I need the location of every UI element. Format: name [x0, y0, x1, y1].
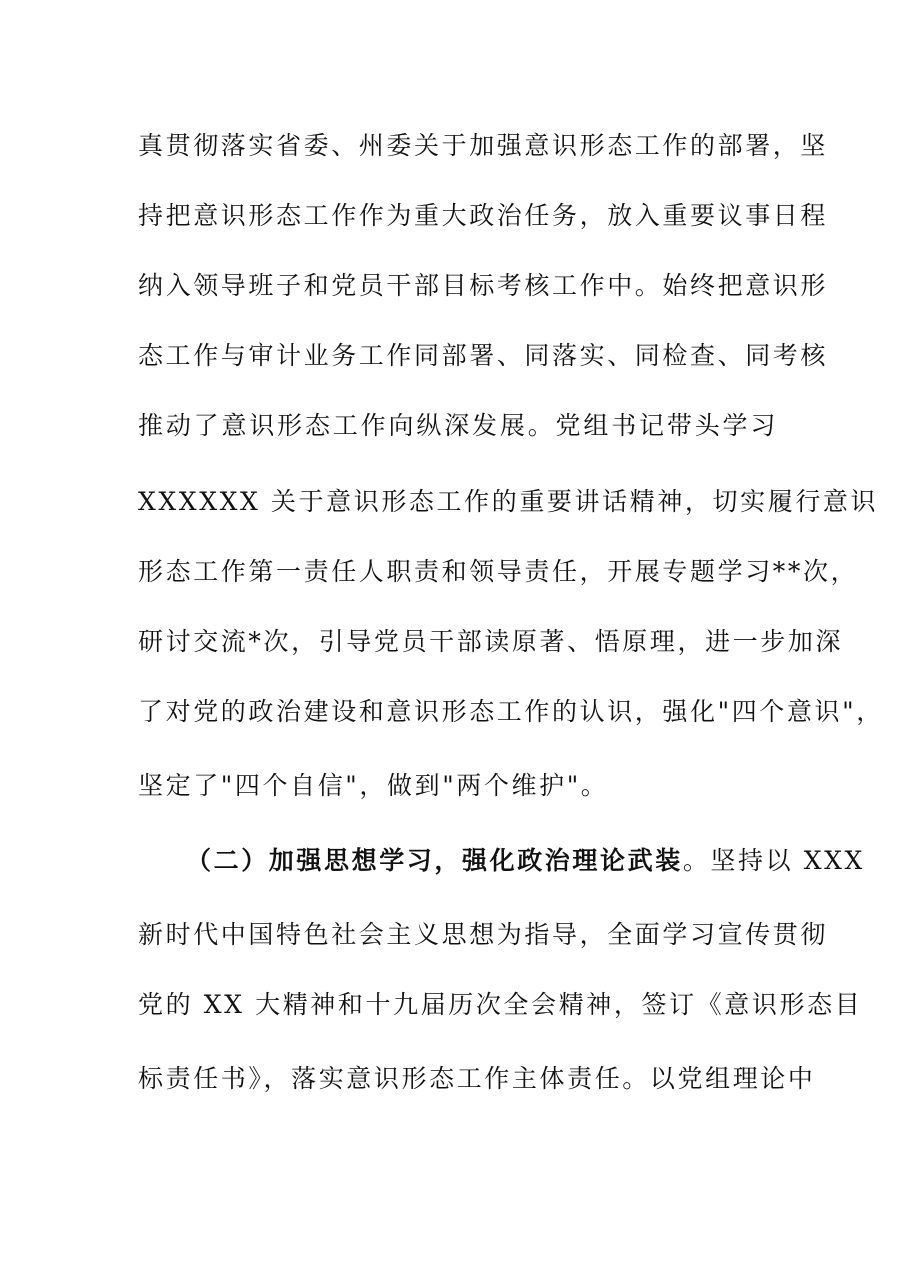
section-heading-continuation: 。坚持以 XXX	[682, 846, 865, 875]
paragraph-1-line-6: XXXXXX 关于意识形态工作的重要讲话精神，切实履行意识	[138, 487, 879, 516]
paragraph-2-line-4: 标责任书》，落实意识形态工作主体责任。以党组理论中	[138, 1064, 816, 1093]
paragraph-1-line-3: 纳入领导班子和党员干部目标考核工作中。始终把意识形	[138, 271, 829, 300]
paragraph-1-line-8: 研讨交流*次，引导党员干部读原著、悟原理，进一步加深	[138, 627, 844, 656]
paragraph-1-line-1: 真贯彻落实省委、州委关于加强意识形态工作的部署，坚	[138, 131, 829, 160]
paragraph-1-line-4: 态工作与审计业务工作同部署、同落实、同检查、同考核	[138, 341, 829, 370]
paragraph-2-line-1	[186, 846, 865, 876]
section-heading: （二）加强思想学习，强化政治理论武装	[186, 846, 683, 875]
paragraph-1-line-10: 坚定了"四个自信"，做到"两个维护"。	[138, 771, 609, 800]
paragraph-2-line-3: 党的 XX 大精神和十九届历次全会精神，签订《意识形态目	[138, 990, 863, 1019]
paragraph-1-line-7: 形态工作第一责任人职责和领导责任，开展专题学习**次，	[138, 557, 859, 586]
paragraph-1-line-9: 了对党的政治建设和意识形态工作的认识，强化"四个意识"，	[138, 697, 884, 726]
paragraph-1-line-5: 推动了意识形态工作向纵深发展。党组书记带头学习	[138, 411, 778, 440]
paragraph-2-line-2: 新时代中国特色社会主义思想为指导，全面学习宣传贯彻	[138, 920, 829, 949]
paragraph-1-line-2: 持把意识形态工作作为重大政治任务，放入重要议事日程	[138, 201, 829, 230]
